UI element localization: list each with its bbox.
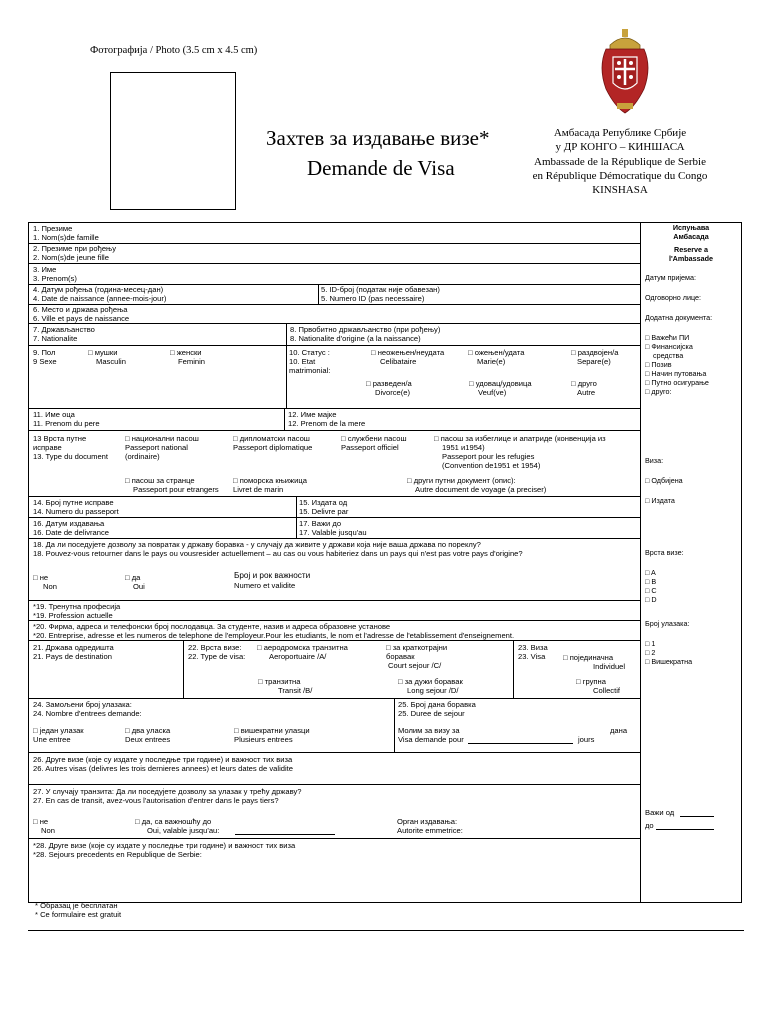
- visa-type-label: Врста визе:: [645, 548, 684, 557]
- valid-from-label: Важи од: [645, 808, 675, 817]
- field-7-label-fr: 7. Nationalite: [33, 334, 78, 343]
- field-6-label-fr: 6. Ville et pays de naissance: [33, 314, 130, 323]
- field-19-label-fr: *19. Profession actuelle: [33, 611, 113, 620]
- field-21-label-sr: 21. Држава одредишта: [33, 643, 114, 652]
- field-7-label-sr: 7. Држављанство: [33, 325, 95, 334]
- embassy-name-french-1: Ambassade de la République de Serbie: [534, 156, 706, 168]
- doc-travel-mode-checkbox: □ Начин путовања: [645, 369, 707, 378]
- field-2-label-fr: 2. Nom(s)de jeune fille: [33, 253, 109, 262]
- doc-valid-passport-checkbox: □ Важећи ПИ: [645, 333, 690, 342]
- field-27-label-sr: 27. У случају транзита: Да ли поседујете дозволу за улазак у трећу државу?: [33, 787, 302, 796]
- status-separated-checkbox[interactable]: □ раздвојен/а Separe(e): [571, 348, 619, 366]
- field-11-label-fr: 11. Prenom du pere: [33, 419, 100, 428]
- doc-financial-means-label: средства: [653, 351, 684, 360]
- field-5-label-sr: 5. ID-број (податак није обавезан): [321, 285, 440, 294]
- entries-multiple-sidebar-checkbox: □ Вишекратна: [645, 657, 693, 666]
- return-permit-no-checkbox[interactable]: □ не Non: [33, 573, 57, 591]
- days-requested-input[interactable]: [468, 735, 573, 744]
- field-12-label-fr: 12. Prenom de la mere: [288, 419, 366, 428]
- embassy-name-french-2: en République Démocratique du Congo: [532, 170, 708, 182]
- field-16-label-sr: 16. Датум издавања: [33, 519, 105, 528]
- additional-documents-label: Додатна документа:: [645, 313, 713, 322]
- days-label-sr: дана: [610, 726, 628, 735]
- status-widowed-checkbox[interactable]: □ удовац/удовица Veuf(ve): [469, 379, 532, 397]
- birth-surname-input[interactable]: [150, 244, 638, 262]
- entries-count-label: Број улазака:: [645, 619, 690, 628]
- third-country-no-checkbox[interactable]: □ не Non: [33, 817, 55, 835]
- issuing-authority-label-fr: Autorite emmetrice:: [397, 826, 463, 835]
- field-1-label-sr: 1. Презиме: [33, 224, 73, 233]
- field-20-label-fr: *20. Entreprise, adresse et les numeros de telephone de l'employeur.Pour les etudiants, le nom et l'adresse de l'etablissement d'enseignement.: [33, 631, 515, 640]
- status-married-checkbox[interactable]: □ ожењен/удата Marie(e): [468, 348, 525, 366]
- issuing-authority-label-sr: Орган издавања:: [397, 817, 458, 826]
- visa-rejected-checkbox: □ Одбијена: [645, 476, 683, 485]
- days-label-fr: jours: [578, 735, 595, 744]
- field-9-label-fr: 9 Sexe: [33, 357, 57, 366]
- field-18-label-fr: 18. Pouvez-vous retourner dans le pays ou vousresider actuellement – au cas ou vous habiteriez dans un pays qui n'est pas votre pays d'origine?: [33, 549, 523, 558]
- visa-type-a-checkbox: □ A: [645, 568, 656, 577]
- number-validity-label-sr: Број и рок важности: [234, 571, 311, 580]
- embassy-name-french-3: KINSHASA: [592, 184, 648, 196]
- field-23-label-fr: 23. Visa: [518, 652, 546, 661]
- field-26-label-sr: 26. Друге визе (које су издате у последње три године) и важност тих виза: [33, 755, 293, 764]
- doc-travel-insurance-checkbox: □ Путно осигурање: [645, 378, 709, 387]
- return-permit-yes-checkbox[interactable]: □ да Oui: [125, 573, 145, 591]
- status-other-checkbox[interactable]: □ друго Autre: [571, 379, 597, 397]
- photo-box[interactable]: [110, 72, 236, 210]
- field-24-label-sr: 24. Замољени број улазака:: [33, 700, 132, 709]
- sidebar-heading-sr-1: Испуњава: [672, 223, 710, 232]
- visa-long-stay-checkbox[interactable]: □ за дужи боравак Long sejour /D/: [398, 677, 463, 695]
- request-visa-label-fr: Visa demande pour: [398, 735, 464, 744]
- field-4-label-fr: 4. Date de naissance (annee-mois-jour): [33, 294, 167, 303]
- field-20-label-sr: *20. Фирма, адреса и телефонски број послодавца. За студенте, назив и адреса образовне установе: [33, 622, 391, 631]
- visa-group-checkbox[interactable]: □ групна Collectif: [576, 677, 621, 695]
- field-15-label-sr: 15. Издата од: [299, 498, 348, 507]
- sex-female-checkbox[interactable]: □ женски Feminin: [170, 348, 206, 366]
- field-27-label-fr: 27. En cas de transit, avez-vous l'autorisation d'entrer dans le pays tiers?: [33, 796, 279, 805]
- visa-type-c-checkbox: □ C: [645, 586, 657, 595]
- field-28-label-fr: *28. Sejours precedents en Republique de Serbie:: [33, 850, 202, 859]
- doc-financial-means-checkbox: □ Финансијска: [645, 342, 693, 351]
- free-form-note-fr: * Ce formulaire est gratuit: [35, 910, 122, 919]
- sidebar-heading-fr-1: Reserve a: [674, 245, 708, 254]
- request-visa-label-sr: Молим за визу за: [398, 726, 460, 735]
- field-4-label-sr: 4. Датум рођења (година-месец-дан): [33, 285, 164, 294]
- visa-individual-checkbox[interactable]: □ појединачна Individuel: [563, 653, 626, 671]
- field-22-label-fr: 22. Type de visa:: [188, 652, 246, 661]
- field-14-label-fr: 14. Numero du passeport: [33, 507, 119, 516]
- field-9-label-sr: 9. Пол: [33, 348, 56, 357]
- entries-2-checkbox: □ 2: [645, 648, 656, 657]
- third-country-valid-until-input[interactable]: [235, 826, 335, 835]
- date-received-label: Датум пријема:: [645, 273, 696, 282]
- field-17-label-fr: 17. Valable jusqu'au: [299, 528, 367, 537]
- surname-input[interactable]: [150, 224, 638, 242]
- field-16-label-fr: 16. Date de delivrance: [33, 528, 109, 537]
- valid-to-input[interactable]: [656, 820, 714, 830]
- responsible-person-label: Одговорно лице:: [645, 293, 702, 302]
- field-8-label-sr: 8. Првобитно држављанство (при рођењу): [290, 325, 441, 334]
- visa-short-stay-checkbox[interactable]: □ за краткотрајни боравак Court sejour /C/: [386, 643, 448, 670]
- field-15-label-fr: 15. Delivre par: [299, 507, 349, 516]
- visa-decision-label: Виза:: [645, 456, 664, 465]
- field-12-label-sr: 12. Име мајке: [288, 410, 337, 419]
- photo-label: Фотографија / Photo (3.5 cm x 4.5 cm): [90, 45, 258, 56]
- field-8-label-fr: 8. Nationalite d'origine (a la naissance): [290, 334, 421, 343]
- doc-other-checkbox: □ друго:: [645, 387, 672, 396]
- entries-one-checkbox[interactable]: □ један улазак Une entree: [33, 726, 84, 744]
- other-travel-document-checkbox[interactable]: □ други путни документ (опис): Autre document de voyage (a preciser): [407, 476, 547, 494]
- visa-type-d-checkbox: □ D: [645, 595, 657, 604]
- field-2-label-sr: 2. Презиме при рођењу: [33, 244, 117, 253]
- passport-official-checkbox[interactable]: □ службени пасош Passeport officiel: [341, 434, 407, 452]
- embassy-name-serbian-1: Амбасада Републике Србије: [553, 127, 687, 139]
- passport-diplomatic-checkbox[interactable]: □ дипломатски пасош Passeport diplomatique: [233, 434, 313, 452]
- field-28-label-sr: *28. Друге визе (које су издате у последње три године) и важност тих виза: [33, 841, 296, 850]
- title-serbian: Захтев за издавање визе*: [266, 126, 490, 150]
- status-divorced-checkbox[interactable]: □ разведен/а Divorce(e): [366, 379, 412, 397]
- sex-male-checkbox[interactable]: □ мушки Masculin: [88, 348, 126, 366]
- field-17-label-sr: 17. Важи до: [299, 519, 342, 528]
- valid-to-label: до: [645, 821, 654, 830]
- embassy-use-panel: [641, 223, 741, 666]
- third-country-yes-checkbox[interactable]: □ да, са важношћу до Oui, valable jusqu'au:: [135, 817, 219, 835]
- field-1-label-fr: 1. Nom(s)de famille: [33, 233, 99, 242]
- field-18-label-sr: 18. Да ли поседујете дозволу за повратак у државу боравка - у случају да живите у држави која није ваша држава по пореклу?: [33, 540, 481, 549]
- field-13-label-sr-2: исправе: [33, 443, 62, 452]
- field-10-label-sr: 10. Статус :: [289, 348, 330, 357]
- valid-from-input[interactable]: [680, 807, 714, 817]
- field-6-label-sr: 6. Место и држава рођења: [33, 305, 128, 314]
- visa-transit-checkbox[interactable]: □ транзитна Transit /B/: [258, 677, 313, 695]
- entries-two-checkbox[interactable]: □ два уласка Deux entrees: [125, 726, 171, 744]
- field-13-label-fr: 13. Type du document: [33, 452, 109, 461]
- serbian-coat-of-arms-icon: [600, 27, 650, 115]
- field-14-label-sr: 14. Број путне исправе: [33, 498, 114, 507]
- sidebar-heading-fr-2: l'Ambassade: [668, 254, 714, 263]
- field-5-label-fr: 5. Numero ID (pas necessaire): [321, 294, 425, 303]
- entries-multiple-checkbox[interactable]: □ вишекратни улаsци Plusieurs entrees: [234, 726, 310, 744]
- field-3-label-sr: 3. Име: [33, 265, 57, 274]
- number-validity-label-fr: Numero et validite: [234, 581, 296, 590]
- free-form-note-sr: * Образац је бесплатан: [35, 901, 118, 910]
- first-name-input[interactable]: [150, 265, 638, 283]
- field-13-label-sr: 13 Врста путне: [33, 434, 87, 443]
- sidebar-heading-sr-2: Амбасада: [673, 232, 709, 241]
- field-22-label-sr: 22. Врста визе:: [188, 643, 242, 652]
- passport-national-checkbox[interactable]: □ национални пасош Passeport national (ordinaire): [125, 434, 199, 461]
- field-10-label-fr: 10. Etat: [289, 357, 316, 366]
- visa-airport-transit-checkbox[interactable]: □ аеродромска транзитна Aeroportuaire /A/: [257, 643, 348, 661]
- field-21-label-fr: 21. Pays de destination: [33, 652, 112, 661]
- field-19-label-sr: *19. Тренутна професија: [33, 602, 121, 611]
- field-11-label-sr: 11. Име оца: [33, 410, 75, 419]
- visa-type-b-checkbox: □ B: [645, 577, 657, 586]
- field-24-label-fr: 24. Nombre d'entrees demande:: [33, 709, 142, 718]
- field-25-label-fr: 25. Duree de sejour: [398, 709, 465, 718]
- field-23-label-sr: 23. Виза: [518, 643, 548, 652]
- visa-issued-checkbox: □ Издата: [645, 496, 675, 505]
- entries-1-checkbox: □ 1: [645, 639, 656, 648]
- doc-invitation-checkbox: □ Позив: [645, 360, 672, 369]
- field-25-label-sr: 25. Број дана боравка: [398, 700, 476, 709]
- status-single-checkbox[interactable]: □ неожењен/неудата Celibataire: [371, 348, 445, 366]
- title-french: Demande de Visa: [307, 156, 455, 180]
- field-3-label-fr: 3. Prenom(s): [33, 274, 77, 283]
- embassy-name-serbian-2: у ДР КОНГО – КИНШАСА: [555, 141, 685, 153]
- passport-foreigners-checkbox[interactable]: □ пасош за странце Passeport pour etrangers: [125, 476, 219, 494]
- passport-refugee-checkbox[interactable]: □ пасош за избеглице и апатриде (конвенција из 1951 и1954) Passeport pour les refugies (Convention de1951 et 1954): [434, 434, 606, 470]
- field-10-label-fr-2: matrimonial:: [289, 366, 331, 375]
- field-26-label-fr: 26. Autres visas (delivres les trois dernieres annees) et leurs dates de validite: [33, 764, 294, 773]
- seaman-book-checkbox[interactable]: □ поморска књижица Livret de marin: [233, 476, 307, 494]
